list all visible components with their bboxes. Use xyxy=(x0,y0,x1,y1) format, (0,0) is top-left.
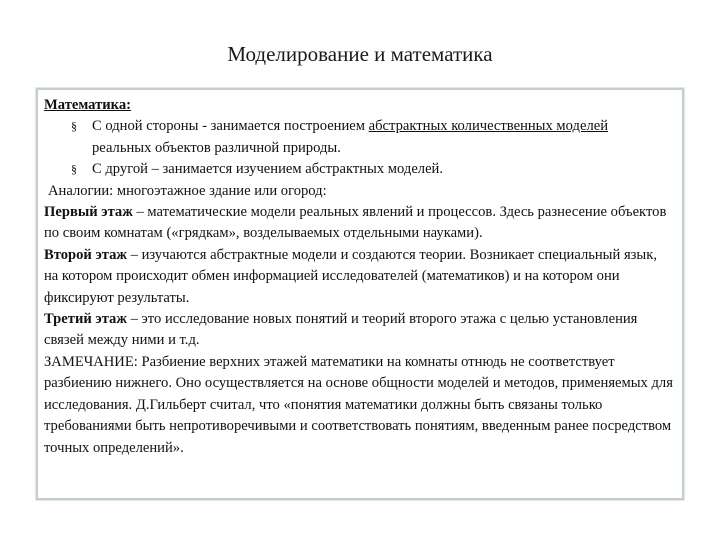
bullet-icon: § xyxy=(71,162,77,177)
bullet-text: С одной стороны - занимается построением xyxy=(92,118,369,135)
bullet-icon: § xyxy=(71,119,77,134)
floor-3-label: Третий этаж xyxy=(44,311,127,328)
bullet-item xyxy=(44,159,674,180)
section-heading: Математика: xyxy=(44,97,132,113)
floor-2-paragraph xyxy=(44,245,674,309)
underlined-term: абстрактных количественных моделей xyxy=(368,118,609,135)
bullet-list xyxy=(44,116,674,180)
content-box xyxy=(36,88,684,500)
bullet-text: реальных объектов различной природы. xyxy=(92,139,341,156)
bullet-text: С другой – занимается изучением абстрактных моделей. xyxy=(92,161,444,178)
analogy-text: Аналогии: многоэтажное здание или огород: xyxy=(48,182,327,199)
remark-paragraph: ЗАМЕЧАНИЕ: Разбиение верхних этажей математики на комнаты отнюдь не соответствует разбиению нижнего. Оно осуществляется на основе общности моделей и методов, применяемых для исследования. Д.Гильберт считал, что «понятия математики должны быть связаны только требованиями быть непротиворечивыми и соответствовать понятиям, введенным ранее посредством точных определений». xyxy=(44,353,673,456)
floor-3-text: – это исследование новых понятий и теорий второго этажа с целью установления связей между ними и т.д. xyxy=(44,311,638,349)
floor-1-paragraph xyxy=(44,202,674,245)
floor-3-paragraph xyxy=(44,309,674,352)
floor-2-text: – изучаются абстрактные модели и создаются теории. Возникает специальный язык, на котором происходит обмен информацией исследователей (математиков) и на котором они фиксируют результаты. xyxy=(44,246,657,306)
floor-1-label: Первый этаж xyxy=(44,204,133,221)
slide-title: Моделирование и математика xyxy=(227,42,493,66)
floor-2-label: Второй этаж xyxy=(44,246,128,263)
bullet-item xyxy=(44,116,674,159)
floor-1-text: – математические модели реальных явлений и процессов. Здесь разнесение объектов по своим комнатам («грядкам», возделываемых отдельными науками). xyxy=(44,204,667,242)
